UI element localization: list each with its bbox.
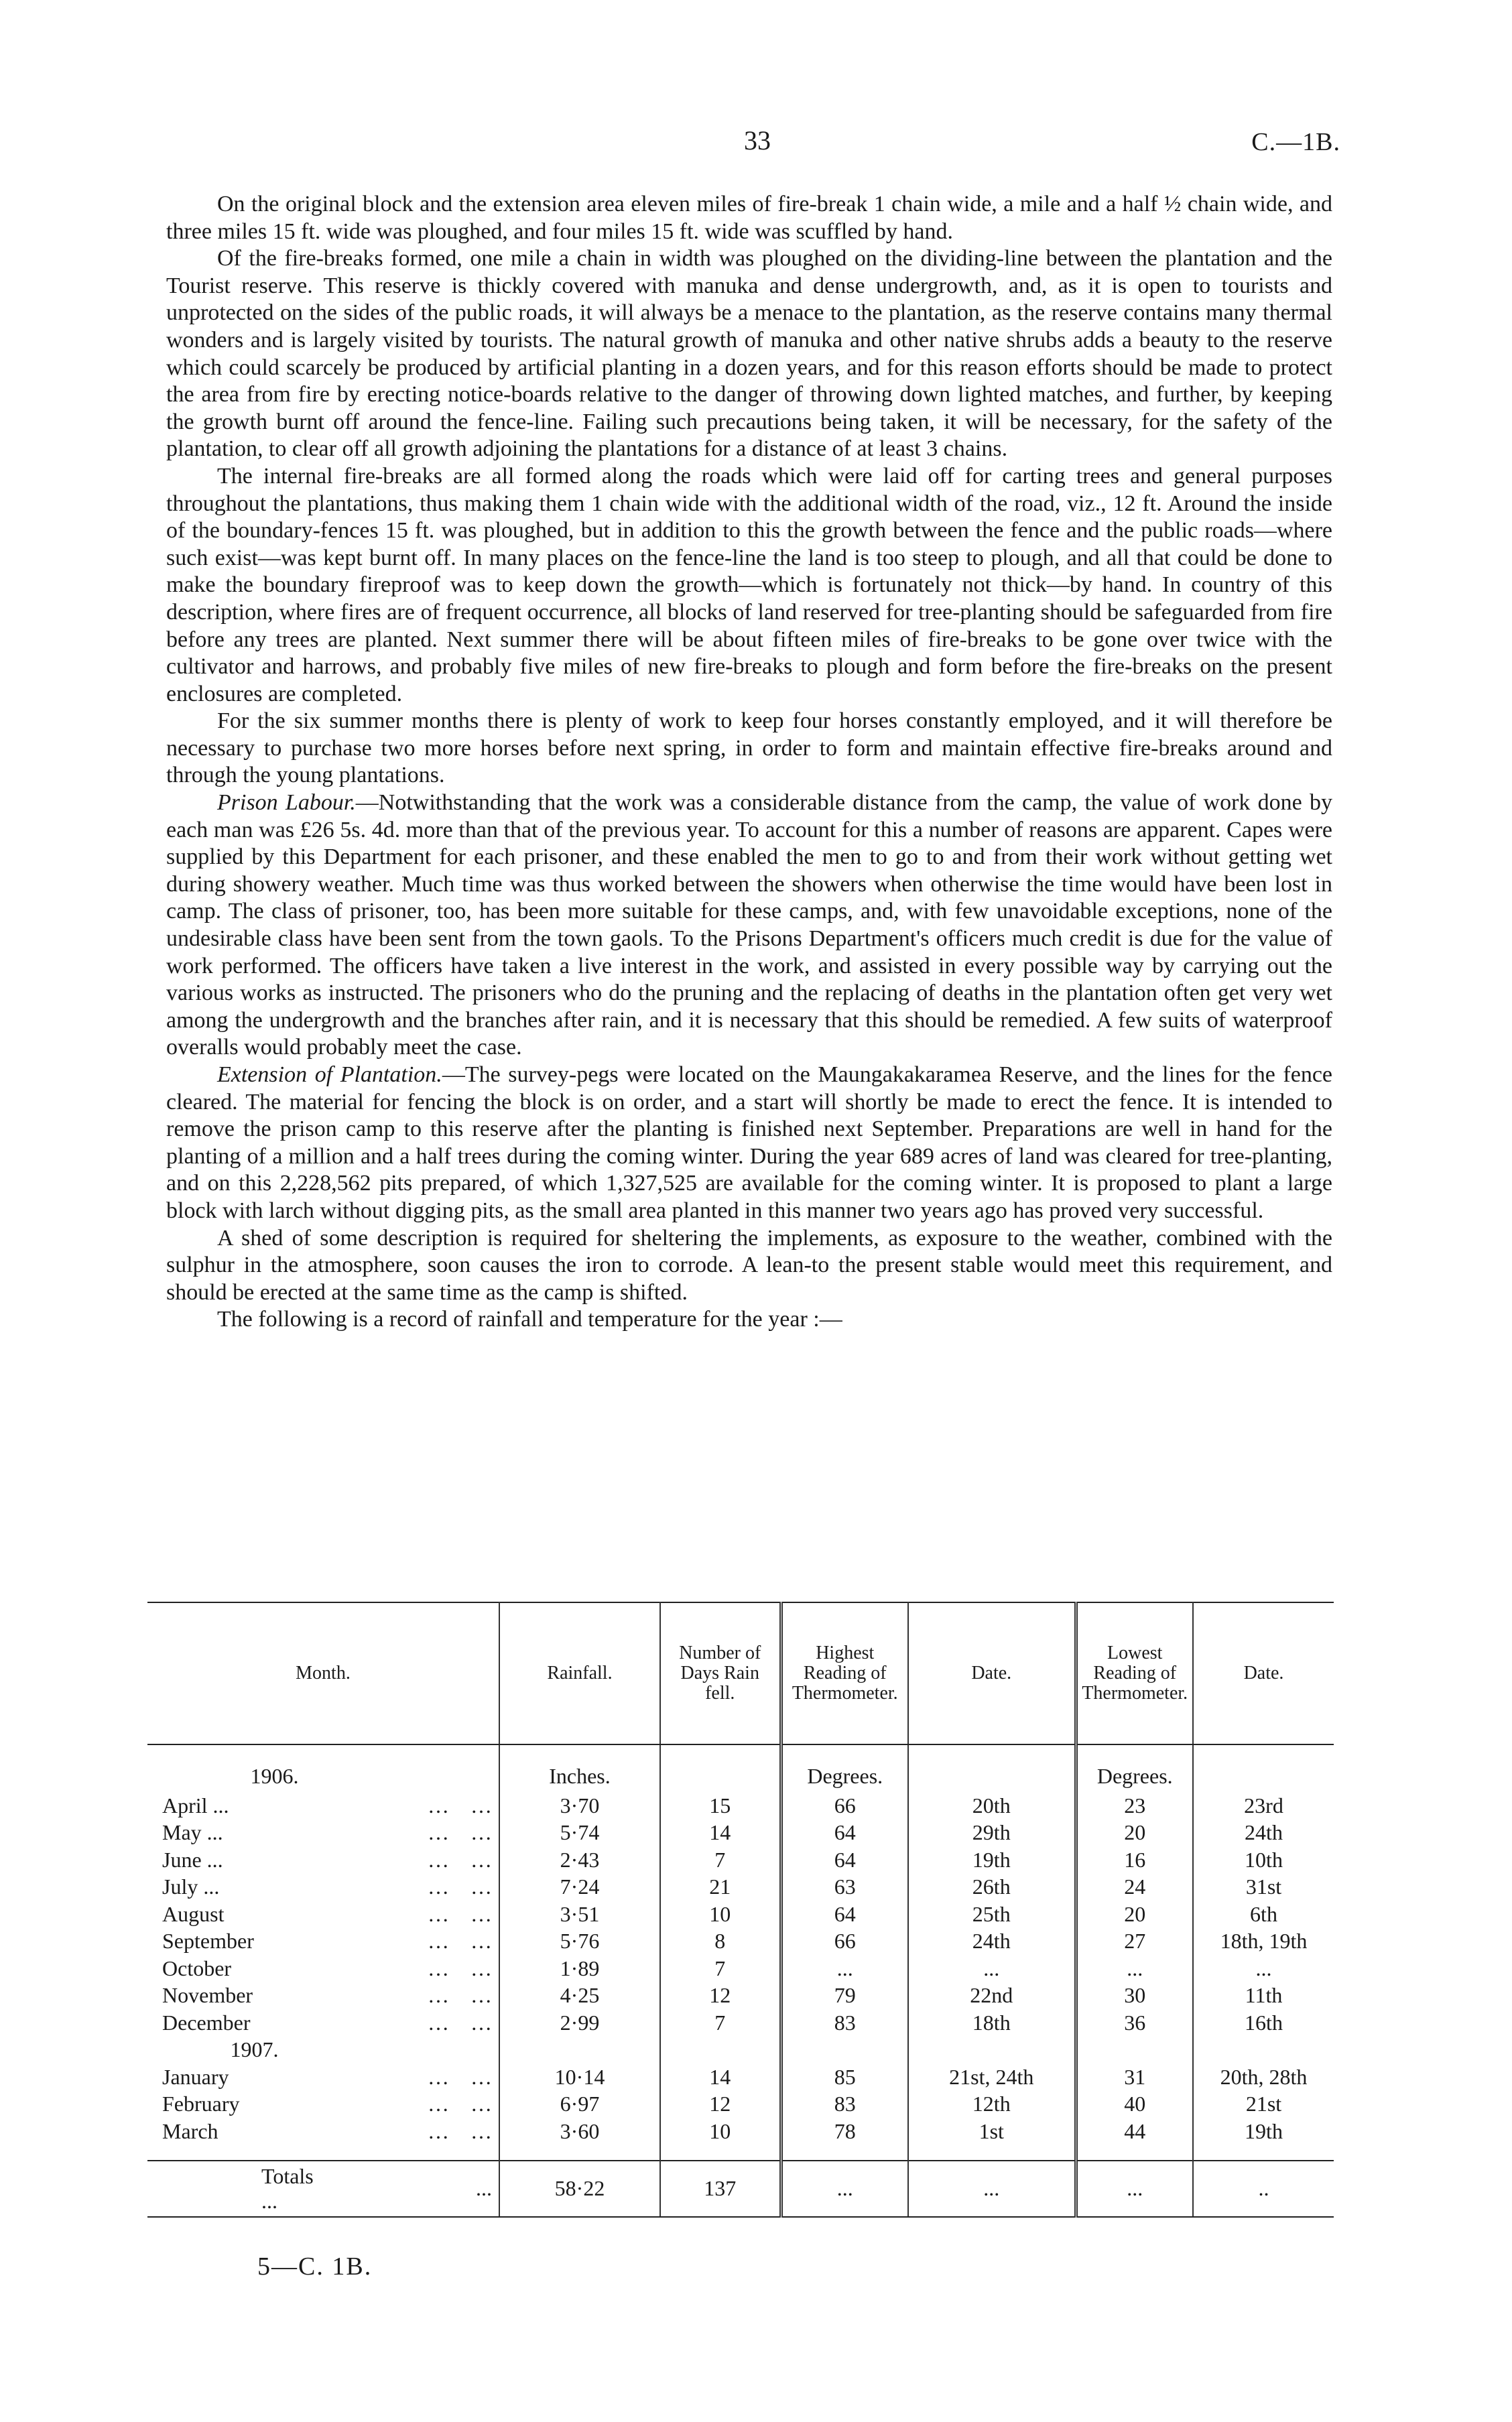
leader-dots: … … bbox=[325, 1928, 499, 1956]
table-row bbox=[147, 1820, 1334, 1847]
highest-cell: 64 bbox=[781, 1820, 908, 1847]
high-date-cell: ... bbox=[908, 1955, 1076, 1982]
table-header-row bbox=[147, 1602, 1334, 1744]
days-cell: 15 bbox=[660, 1792, 781, 1820]
lowest-cell: 31 bbox=[1076, 2063, 1193, 2091]
total-high-date: ... bbox=[908, 2161, 1076, 2217]
table-year-row bbox=[147, 1760, 1334, 1792]
unit-degrees-low: Degrees. bbox=[1076, 1760, 1193, 1792]
table-totals-row bbox=[147, 2161, 1334, 2217]
footer-code: 5—C. 1B. bbox=[257, 2252, 373, 2281]
year-label: 1906. bbox=[250, 1763, 299, 1788]
highest-cell: 79 bbox=[781, 1982, 908, 2010]
lowest-cell: 27 bbox=[1076, 1928, 1193, 1956]
table-row bbox=[147, 1982, 1334, 2010]
leader-dots: … … bbox=[325, 1792, 499, 1820]
header-days: Number of Days Rain fell. bbox=[660, 1602, 781, 1744]
high-date-cell: 26th bbox=[908, 1874, 1076, 1901]
high-date-cell: 25th bbox=[908, 1901, 1076, 1928]
low-date-cell: 16th bbox=[1245, 2010, 1283, 2035]
high-date-cell: 18th bbox=[908, 2009, 1076, 2037]
leader-dots: … … bbox=[325, 1846, 499, 1874]
header-rainfall: Rainfall. bbox=[499, 1602, 660, 1744]
high-date-cell: 29th bbox=[908, 1820, 1076, 1847]
header-high-date: Date. bbox=[908, 1602, 1076, 1744]
leader-dots: … … bbox=[325, 2118, 499, 2145]
rainfall-cell: 2·43 bbox=[499, 1846, 660, 1874]
low-date-cell: 23rd bbox=[1244, 1793, 1283, 1818]
lowest-cell: 36 bbox=[1076, 2009, 1193, 2037]
table-row bbox=[147, 1874, 1334, 1901]
days-cell: 14 bbox=[660, 1820, 781, 1847]
high-date-cell: 22nd bbox=[908, 1982, 1076, 2010]
low-date-cell: 21st bbox=[1245, 2092, 1282, 2116]
lowest-cell: 16 bbox=[1076, 1846, 1193, 1874]
table-row bbox=[147, 1901, 1334, 1928]
days-cell: 12 bbox=[660, 1982, 781, 2010]
highest-cell: 66 bbox=[781, 1792, 908, 1820]
days-cell: 21 bbox=[660, 1874, 781, 1901]
rainfall-cell: 5·76 bbox=[499, 1928, 660, 1956]
rainfall-cell: 6·97 bbox=[499, 2091, 660, 2118]
table-row bbox=[147, 1792, 1334, 1820]
leader-dots: … … bbox=[325, 1901, 499, 1928]
month-cell: March bbox=[162, 2118, 218, 2143]
highest-cell: ... bbox=[781, 1955, 908, 1982]
month-cell: January bbox=[162, 2064, 229, 2089]
lowest-cell: 40 bbox=[1076, 2091, 1193, 2118]
high-date-cell: 20th bbox=[908, 1792, 1076, 1820]
leader-dots: … … bbox=[325, 2009, 499, 2037]
paragraph-extension-plantation bbox=[166, 1062, 1332, 1225]
heading-prison-labour: Prison Labour. bbox=[217, 790, 356, 816]
body-text bbox=[166, 191, 1332, 1334]
rainfall-cell: 10·14 bbox=[499, 2063, 660, 2091]
header-low-date: Date. bbox=[1193, 1602, 1334, 1744]
total-rainfall: 58·22 bbox=[499, 2161, 660, 2217]
highest-cell: 66 bbox=[781, 1928, 908, 1956]
highest-cell: 64 bbox=[781, 1901, 908, 1928]
rainfall-cell: 1·89 bbox=[499, 1955, 660, 1982]
highest-cell: 83 bbox=[781, 2009, 908, 2037]
highest-cell: 63 bbox=[781, 1874, 908, 1901]
rainfall-cell: 4·25 bbox=[499, 1982, 660, 2010]
leader-dots: … … bbox=[325, 2063, 499, 2091]
lowest-cell: 23 bbox=[1076, 1792, 1193, 1820]
document-reference: C.—1B. bbox=[1251, 128, 1340, 156]
month-cell: June ... bbox=[162, 1847, 223, 1872]
year-label: 1907. bbox=[230, 2037, 279, 2062]
rainfall-cell: 3·70 bbox=[499, 1792, 660, 1820]
paragraph-prison-labour bbox=[166, 789, 1332, 1062]
lowest-cell: 20 bbox=[1076, 1901, 1193, 1928]
rainfall-cell: 7·24 bbox=[499, 1874, 660, 1901]
month-cell: September bbox=[162, 1929, 254, 1954]
heading-extension-plantation: Extension of Plantation. bbox=[217, 1062, 442, 1087]
leader-dots: … … bbox=[325, 1874, 499, 1901]
month-cell: November bbox=[162, 1983, 253, 2008]
high-date-cell: 24th bbox=[908, 1928, 1076, 1956]
lowest-cell: 24 bbox=[1076, 1874, 1193, 1901]
low-date-cell: 31st bbox=[1245, 1874, 1282, 1899]
table-row bbox=[147, 2009, 1334, 2037]
days-cell: 7 bbox=[660, 1955, 781, 1982]
leader-dots: … … bbox=[325, 1982, 499, 2010]
rainfall-cell: 3·60 bbox=[499, 2118, 660, 2145]
total-low-date: .. bbox=[1193, 2161, 1334, 2217]
low-date-cell: 10th bbox=[1245, 1847, 1283, 1872]
page-number: 33 bbox=[744, 125, 771, 155]
lowest-cell: 30 bbox=[1076, 1982, 1193, 2010]
rainfall-cell: 5·74 bbox=[499, 1820, 660, 1847]
lowest-cell: 20 bbox=[1076, 1820, 1193, 1847]
low-date-cell: ... bbox=[1255, 1956, 1272, 1980]
high-date-cell: 1st bbox=[908, 2118, 1076, 2145]
rainfall-temperature-table bbox=[147, 1602, 1334, 2218]
total-highest: ... bbox=[781, 2161, 908, 2217]
paragraph-internal-fire-breaks: The internal fire-breaks are all formed along the roads which were laid off for carting trees and general purposes throughout the plantations, thus making them 1 chain wide with the additional width of the road, viz., 12 ft. Around the inside of the boundary-fences 15 ft. was ploughed, but in addition to this the growth between the fence and the public roads—where such exist—was kept burnt off. In many places on the fence-line the land is too steep to plough, and all that could be done to make the boundary fireproof was to keep down the growth—which is fortunately not thick—by hand. In country of this description, where fires are of frequent occurrence, all blocks of land reserved for tree-planting should be safeguarded from fire before any trees are planted. Next summer there will be about fifteen miles of fire-breaks to be gone over twice with the cultivator and harrows, and probably five miles of new fire-breaks to plough and form before the fire-breaks on the present enclosures are completed. bbox=[166, 463, 1332, 706]
month-cell: May ... bbox=[162, 1820, 223, 1845]
table-spacer bbox=[147, 2145, 1334, 2161]
paragraph-shed: A shed of some description is required for sheltering the implements, as exposure to the weather, combined with the sulphur in the atmosphere, soon causes the iron to corrode. A lean-to the present stable would meet this requirement, and should be erected at the same time as the camp is shifted. bbox=[166, 1225, 1332, 1305]
days-cell: 10 bbox=[660, 1901, 781, 1928]
header-highest: Highest Reading of Thermometer. bbox=[781, 1602, 908, 1744]
leader-dots: … … bbox=[325, 1955, 499, 1982]
days-cell: 7 bbox=[660, 1846, 781, 1874]
low-date-cell: 11th bbox=[1245, 1983, 1283, 2008]
paragraph-fire-breaks-original: On the original block and the extension area eleven miles of fire-break 1 chain wide, a mile and a half ½ chain wide, and three miles 15 ft. wide was ploughed, and four miles 15 ft. wide was scuffled by hand. bbox=[166, 192, 1332, 244]
highest-cell: 85 bbox=[781, 2063, 908, 2091]
rainfall-cell: 3·51 bbox=[499, 1901, 660, 1928]
table-row bbox=[147, 2118, 1334, 2145]
leader-dots: ... bbox=[325, 2161, 499, 2217]
lowest-cell: 44 bbox=[1076, 2118, 1193, 2145]
days-cell: 8 bbox=[660, 1928, 781, 1956]
paragraph-table-intro: The following is a record of rainfall and temperature for the year :— bbox=[217, 1307, 842, 1332]
month-cell: July ... bbox=[162, 1874, 220, 1899]
header-month: Month. bbox=[147, 1602, 499, 1744]
table-row bbox=[147, 1846, 1334, 1874]
month-cell: October bbox=[162, 1956, 232, 1980]
total-days: 137 bbox=[660, 2161, 781, 2217]
unit-inches: Inches. bbox=[499, 1760, 660, 1792]
leader-dots: … … bbox=[325, 1820, 499, 1847]
table-row bbox=[147, 2091, 1334, 2118]
header-lowest: Lowest Reading of Thermometer. bbox=[1076, 1602, 1193, 1744]
table-row bbox=[147, 1928, 1334, 1956]
high-date-cell: 21st, 24th bbox=[908, 2063, 1076, 2091]
days-cell: 12 bbox=[660, 2091, 781, 2118]
lowest-cell: ... bbox=[1076, 1955, 1193, 1982]
high-date-cell: 12th bbox=[908, 2091, 1076, 2118]
month-cell: April ... bbox=[162, 1793, 229, 1818]
days-cell: 10 bbox=[660, 2118, 781, 2145]
highest-cell: 83 bbox=[781, 2091, 908, 2118]
total-lowest: ... bbox=[1076, 2161, 1193, 2217]
table-spacer bbox=[147, 1744, 1334, 1760]
low-date-cell: 19th bbox=[1245, 2118, 1283, 2143]
text-prison-labour: —Notwithstanding that the work was a considerable distance from the camp, the value of work done by each man was £26 5s. 4d. more than that of the previous year. To account for this a number of reasons are apparent. Capes were supplied by this Department for each prisoner, and these enabled the men to go to and from their work without getting wet during showery weather. Much time was thus worked between the showers when otherwise the time would have been lost in camp. The class of prisoner, too, has been more suitable for these camps, and, with few unavoidable exceptions, none of the undesirable class have been sent from the town gaols. To the Prisons Department's officers much credit is due for the value of work performed. The officers have taken a live interest in the work, and assisted in every possible way by carrying out the various works as instructed. The prisoners who do the pruning and the replacing of deaths in the plantation often get very wet among the undergrowth and the branches after rain, and it is necessary that this should be remedied. A few suits of waterproof overalls would probably meet the case. bbox=[166, 790, 1332, 1060]
low-date-cell: 6th bbox=[1250, 1901, 1277, 1926]
text-extension-plantation: —The survey-pegs were located on the Maungakakaramea Reserve, and the lines for the fence cleared. The material for fencing the block is on order, and a start will shortly be made to erect the fence. It is intended to remove the prison camp to this reserve after the planting is finished next September. Preparations are well in hand for the planting of a million and a half trees during the coming winter. During the year 689 acres of land was cleared for tree-planting, and on this 2,228,562 pits prepared, of which 1,327,525 are available for the coming winter. It is proposed to plant a large block with larch without digging pits, as the small area planted in this manner two years ago has proved very successful. bbox=[166, 1062, 1332, 1223]
highest-cell: 64 bbox=[781, 1846, 908, 1874]
low-date-cell: 20th, 28th bbox=[1220, 2064, 1308, 2089]
table-row bbox=[147, 2063, 1334, 2091]
high-date-cell: 19th bbox=[908, 1846, 1076, 1874]
month-cell: August bbox=[162, 1901, 225, 1926]
paragraph-horses: For the six summer months there is plenty of work to keep four horses constantly employed, and it will therefore be necessary to purchase two more horses before next spring, in order to form and maintain effective fire-breaks around and through the young plantations. bbox=[166, 708, 1332, 788]
leader-dots: … … bbox=[325, 2091, 499, 2118]
table-year-row bbox=[147, 2037, 1334, 2064]
rainfall-cell: 2·99 bbox=[499, 2009, 660, 2037]
highest-cell: 78 bbox=[781, 2118, 908, 2145]
month-cell: February bbox=[162, 2092, 240, 2116]
days-cell: 14 bbox=[660, 2063, 781, 2091]
table-row bbox=[147, 1955, 1334, 1982]
unit-degrees-high: Degrees. bbox=[781, 1760, 908, 1792]
days-cell: 7 bbox=[660, 2009, 781, 2037]
paragraph-tourist-reserve: Of the fire-breaks formed, one mile a chain in width was ploughed on the dividing-line between the plantation and the Tourist reserve. This reserve is thickly covered with manuka and dense undergrowth, and, as it is open to tourists and unprotected on the sides of the public roads, it will always be a menace to the plantation, as the reserve contains many thermal wonders and is largely visited by tourists. The natural growth of manuka and other native shrubs adds a beauty to the reserve which could scarcely be produced by artificial planting in a dozen years, and for this reason efforts should be made to protect the area from fire by erecting notice-boards relative to the danger of throwing down lighted matches, and further, by keeping the growth burnt off around the fence-line. Failing such precautions being taken, it will be necessary, for the safety of the plantation, to clear off all growth adjoining the plantations for a distance of at least 3 chains. bbox=[166, 246, 1332, 462]
low-date-cell: 24th bbox=[1245, 1820, 1283, 1845]
low-date-cell: 18th, 19th bbox=[1220, 1929, 1308, 1954]
totals-label: Totals ... bbox=[147, 2161, 325, 2217]
month-cell: December bbox=[162, 2010, 251, 2035]
